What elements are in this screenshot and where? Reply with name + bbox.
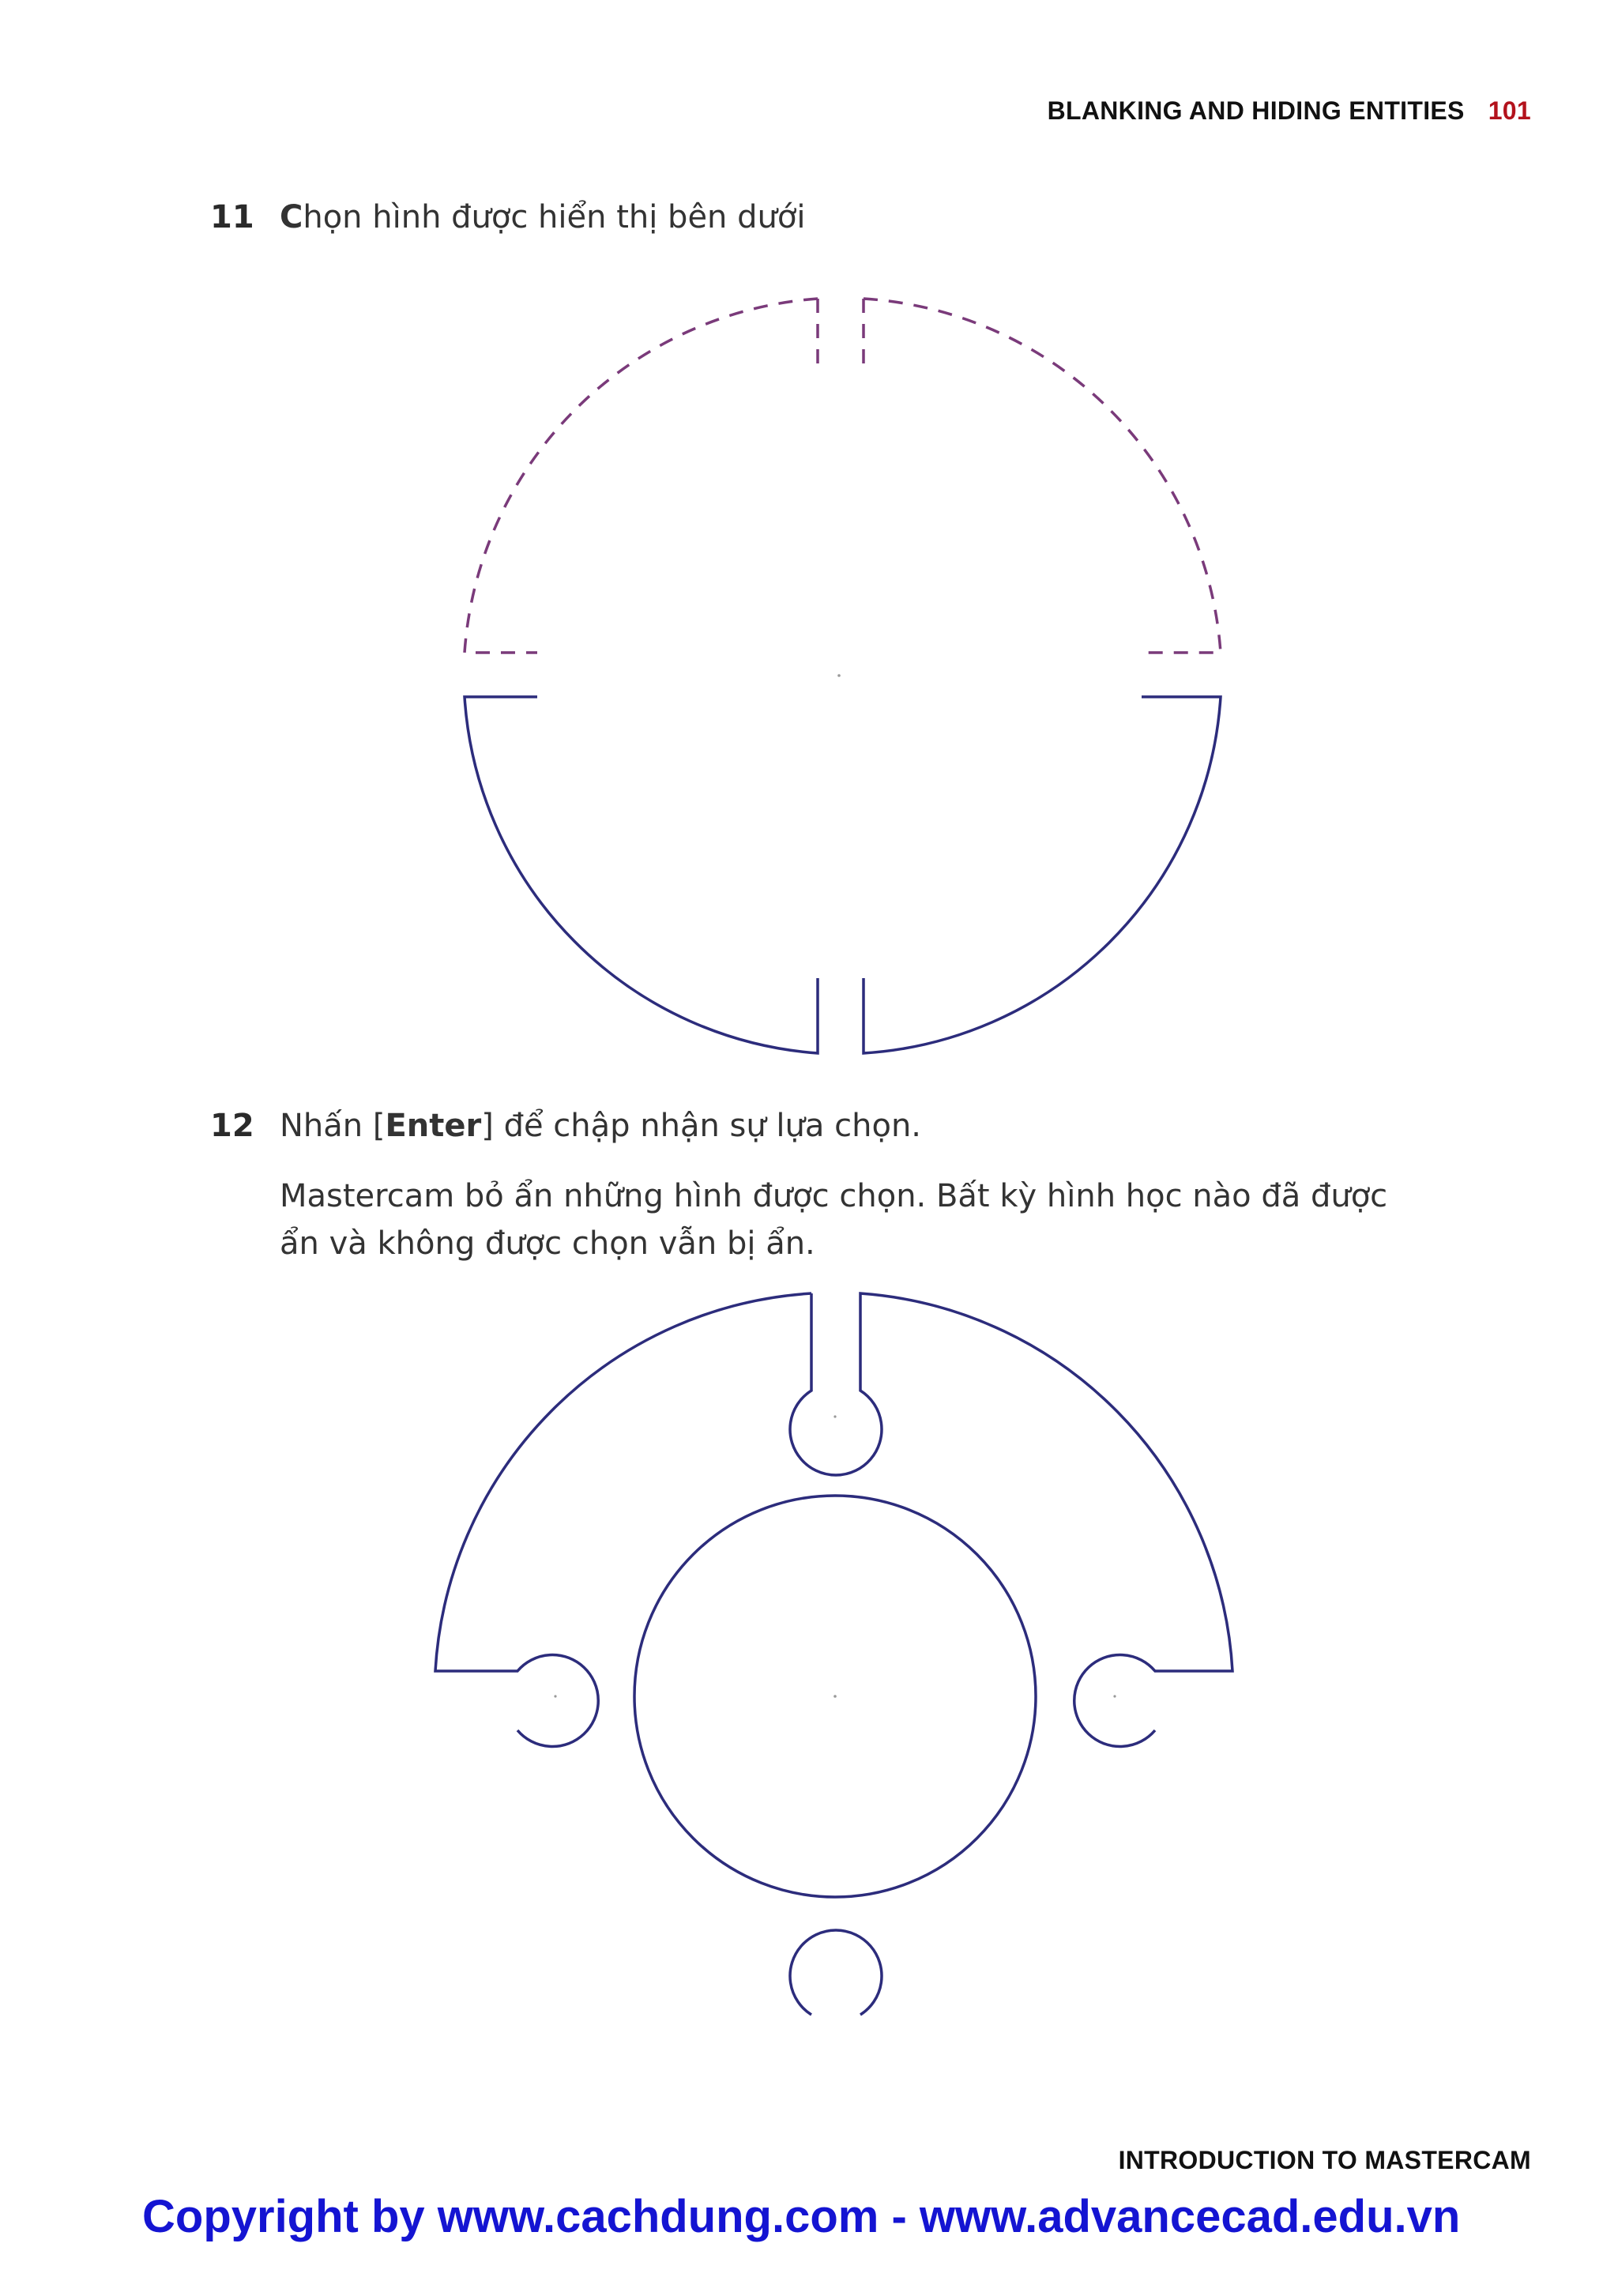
- hidden-geometry-dashed: [465, 299, 1221, 653]
- top-small-center: [833, 1415, 836, 1417]
- dashed-upper-left-arc: [465, 299, 818, 653]
- paragraph-line-2: ẩn và không được chọn vẫn bị ẩn.: [280, 1225, 815, 1262]
- right-small-center: [1113, 1695, 1116, 1697]
- enter-key-label: Enter: [385, 1108, 482, 1144]
- page-number: 101: [1488, 96, 1531, 125]
- outer-arc-left: [790, 1293, 1232, 1747]
- selected-geometry-solid: [465, 697, 1221, 1053]
- bottom-small-arc: [790, 1930, 882, 2015]
- center-point-dot-2: [833, 1695, 837, 1698]
- step-12: [210, 1108, 921, 1144]
- solid-lower-right-arc: [864, 697, 1221, 1053]
- step-number: 12: [210, 1108, 254, 1144]
- solid-lower-left-arc: [465, 697, 818, 1053]
- left-small-center: [554, 1695, 556, 1697]
- step-first-letter: C: [280, 199, 303, 235]
- center-point-dot: [837, 674, 841, 677]
- dashed-upper-right-arc: [864, 299, 1221, 653]
- running-footer: INTRODUCTION TO MASTERCAM: [1118, 2146, 1531, 2174]
- explanation-paragraph: [280, 1172, 1512, 1267]
- chapter-title: BLANKING AND HIDING ENTITIES: [1047, 96, 1465, 125]
- step-number: 11: [210, 199, 254, 235]
- step-text-after: ] để chập nhận sự lựa chọn.: [481, 1108, 922, 1144]
- step-text-before: Nhấn [: [280, 1108, 386, 1144]
- outer-arc-right: [435, 1293, 811, 1747]
- paragraph-line-1: Mastercam bỏ ẩn những hình được chọn. Bất kỳ hình học nào đã được: [280, 1178, 1388, 1214]
- step-text: họn hình được hiển thị bên dưới: [303, 199, 806, 235]
- copyright-notice: Copyright by www.cachdung.com - www.advancecad.edu.vn: [142, 2191, 1461, 2242]
- unhidden-geometry: [435, 1293, 1232, 2015]
